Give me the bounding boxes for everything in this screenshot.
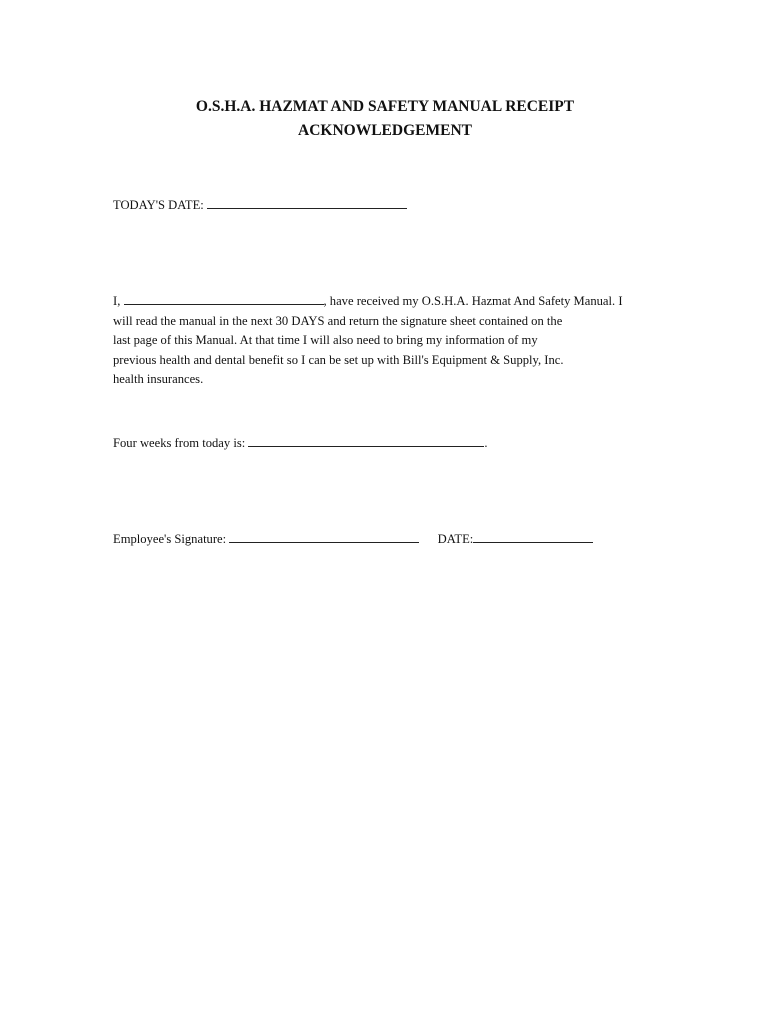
paragraph-start: I, — [113, 294, 121, 308]
date-label: DATE: — [437, 532, 474, 546]
paragraph-line-3: last page of this Manual. At that time I will also need to bring my information of my — [113, 333, 538, 347]
todays-date-blank[interactable] — [207, 197, 407, 209]
date-blank[interactable] — [473, 531, 593, 543]
signature-blank[interactable] — [229, 531, 419, 543]
paragraph-line-2: will read the manual in the next 30 DAYS and return the signature sheet contained on the — [113, 313, 563, 328]
todays-date-label: TODAY'S DATE: — [113, 198, 204, 212]
document-title — [113, 95, 657, 143]
four-weeks-label: Four weeks from today is: — [113, 436, 246, 450]
signature-label: Employee's Signature: — [113, 532, 227, 546]
four-weeks-row — [113, 434, 488, 454]
todays-date-row — [113, 196, 407, 216]
four-weeks-blank[interactable] — [248, 435, 484, 447]
title-line-2: ACKNOWLEDGEMENT — [298, 122, 472, 139]
paragraph-line-1 — [113, 292, 661, 312]
paragraph-line-4: previous health and dental benefit so I can be set up with Bill's Equipment & Supply, Inc. — [113, 352, 564, 367]
employee-name-blank[interactable] — [124, 293, 324, 305]
title-line-1: O.S.H.A. HAZMAT AND SAFETY MANUAL RECEIPT — [195, 98, 575, 115]
paragraph-line-5: health insurances. — [113, 372, 204, 386]
acknowledgement-paragraph — [113, 292, 661, 390]
paragraph-line-1-rest: , have received my O.S.H.A. Hazmat And Safety Manual. I — [323, 294, 623, 308]
signature-row — [113, 530, 593, 550]
four-weeks-end: . — [484, 436, 488, 450]
